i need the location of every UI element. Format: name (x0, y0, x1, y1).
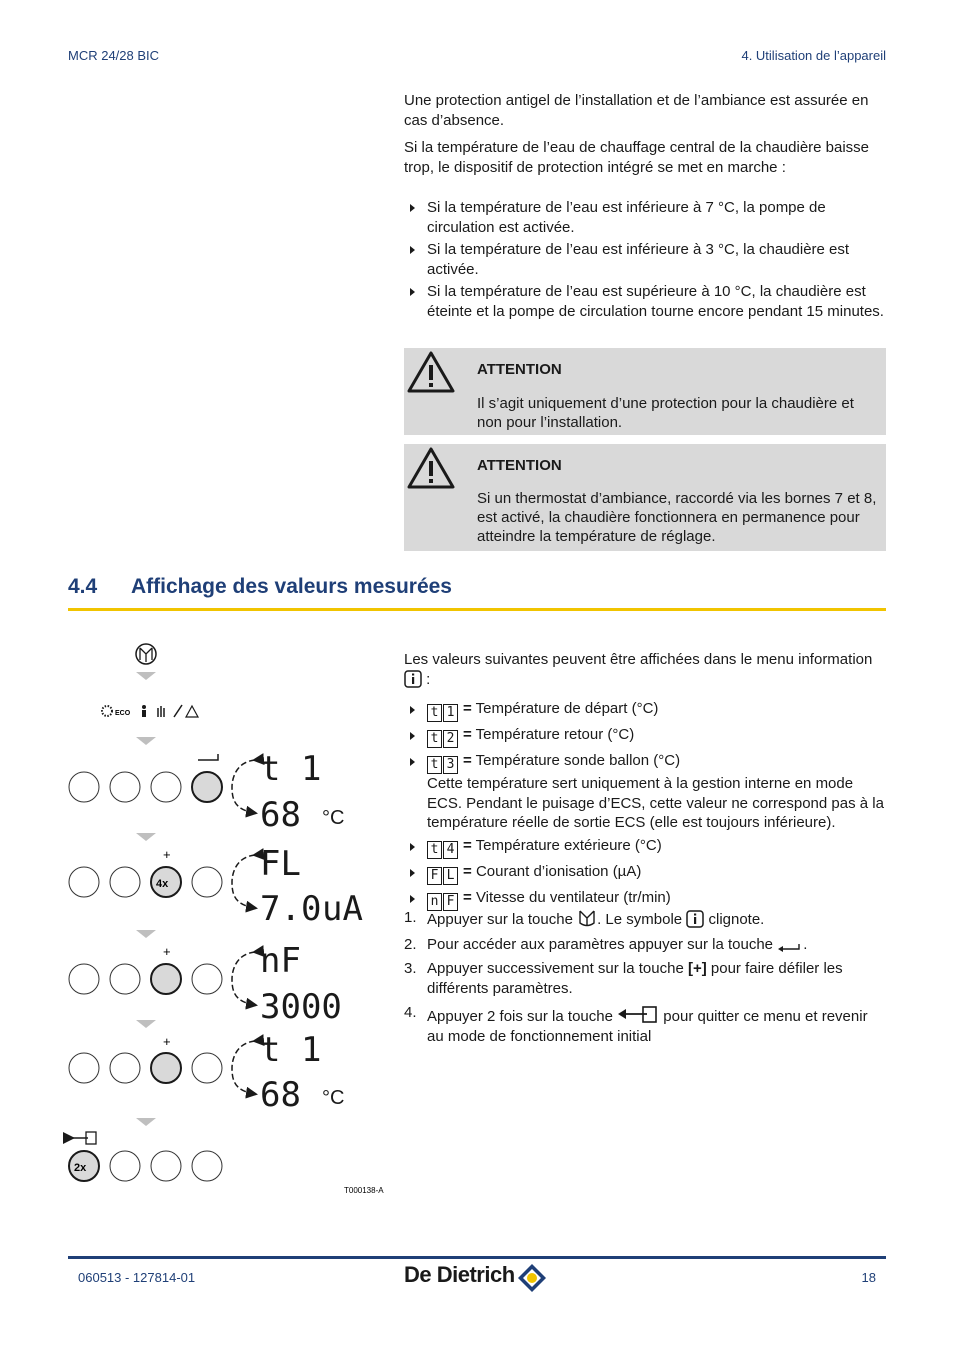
info-lead-end: : (426, 670, 431, 688)
status-symbols-row (102, 705, 198, 717)
enter-button (192, 772, 222, 802)
display-code: t 1 (260, 1030, 322, 1070)
panel-buttons-row-3 (69, 964, 222, 994)
list-item: t 2 = Température retour (°C) (404, 725, 888, 748)
bullet-item: Si la température de l’eau est supérieure à 10 °C, la chaudière est éteinte et la pompe de circulation tourne encore pendant 15 minutes. (404, 282, 888, 321)
segment-code: t 3 (427, 756, 459, 774)
step-item: 4. Appuyer 2 fois sur la touche pour quitter ce menu et revenir au mode de fonctionnement initial (404, 1004, 868, 1045)
section-title: Affichage des valeurs mesurées (131, 575, 452, 598)
info-intro (404, 650, 888, 689)
step-item: 1. Appuyer sur la touche . Le symbole clignote. (404, 909, 765, 928)
enter-key-icon (777, 939, 803, 953)
warning-text: Il s’agit uniquement d’une protection pour la chaudière et non pour l’installation. (477, 395, 854, 431)
info-icon (404, 670, 422, 688)
segment-code: n F (427, 893, 459, 911)
protection-bullets (404, 198, 888, 324)
info-button-icon (577, 908, 597, 928)
item-label: Température de départ (°C) (475, 700, 659, 717)
warning-title: ATTENTION (477, 457, 562, 474)
display-code: t 1 (260, 749, 322, 789)
intro-block (404, 91, 888, 177)
display-unit: uA (322, 889, 363, 929)
header-document-ref: MCR 24/28 BIC (68, 48, 160, 63)
panel-buttons-row-1 (69, 772, 222, 802)
intro-paragraph-2: Si la température de l’eau de chauffage central de la chaudière baisse trop, le dispositif de protection intégré se met en marche : (404, 139, 870, 176)
item-label: Courant d’ionisation (µA) (475, 862, 642, 880)
segment-code: F L (427, 867, 459, 885)
item-label: Température retour (°C) (475, 726, 635, 743)
display-value: 3000 (260, 987, 342, 1027)
display-value: 68 (260, 795, 301, 835)
warning-triangle-icon (406, 350, 456, 394)
exit-key-icon (72, 1132, 96, 1144)
info-lead-text: Les valeurs suivantes peuvent être affichées dans le menu information (404, 651, 873, 668)
section-heading (68, 572, 886, 611)
step-arrow-icon (136, 833, 156, 841)
segment-code: t 4 (427, 841, 459, 859)
plus-label: + (163, 944, 171, 959)
item-label: Température extérieure (°C) (475, 836, 662, 854)
item-label: Température sonde ballon (°C) (475, 752, 681, 769)
section-number: 4.4 (68, 575, 98, 598)
display-code: nF (260, 941, 301, 981)
plus-key-label: [+] (687, 960, 707, 977)
press-count-label: 4x (156, 878, 169, 890)
info-button-icon (136, 644, 156, 664)
exit-key-icon (617, 1003, 659, 1025)
plus-button (151, 1053, 181, 1083)
panel-buttons-row-5 (69, 1151, 222, 1181)
step-arrow-icon (136, 930, 156, 938)
step-item: 2. Pour accéder aux paramètres appuyer sur la touche . (404, 935, 808, 953)
person-icon (142, 710, 146, 717)
segment-code: t 2 (427, 730, 459, 748)
bullet-item: Si la température de l’eau est inférieure à 3 °C, la chaudière est activée. (404, 240, 888, 279)
display-unit: °C (322, 807, 345, 829)
brand-diamond-icon (516, 1262, 548, 1294)
plus-button (151, 964, 181, 994)
enter-key-icon (198, 754, 218, 760)
info-icon (686, 910, 704, 928)
step-arrow-icon (136, 737, 156, 745)
plus-label: + (163, 847, 171, 862)
intro-paragraph-1: Une protection antigel de l’installation et de l’ambiance est assurée en cas d’absence. (404, 92, 869, 129)
hand-icon (158, 706, 164, 717)
item-label: Vitesse du ventilateur (tr/min) (475, 888, 671, 906)
list-item: F L = Courant d’ionisation (µA) (404, 862, 888, 885)
wrench-icon (174, 705, 182, 717)
warning-box-2 (404, 444, 886, 551)
bullet-item: Si la température de l’eau est inférieure à 7 °C, la pompe de circulation est activée. (404, 198, 888, 237)
plus-label: + (163, 1034, 171, 1049)
step-item: 3. Appuyer successivement sur la touche [+] pour faire défiler les différents paramètres. (404, 960, 843, 997)
display-code: FL (260, 844, 301, 884)
segment-code: t 1 (427, 704, 459, 722)
warning-triangle-icon (406, 446, 456, 490)
list-item: t 4 = Température extérieure (°C) (404, 836, 888, 859)
display-value: 7.0 (260, 889, 322, 929)
page-number: 18 (861, 1270, 876, 1285)
press-count-label: 2x (74, 1162, 87, 1174)
warning-text: Si un thermostat d’ambiance, raccordé via les bornes 7 et 8, est activé, la chaudière fonctionnera en permanence pour atteindre la température de réglage. (477, 490, 877, 545)
panel-buttons-row-4 (69, 1053, 222, 1083)
sun-blink-icon (102, 706, 112, 716)
step-arrow-icon (136, 1020, 156, 1028)
list-item: t 3 = Température sonde ballon (°C) Cette température sert uniquement à la gestion interne en mode ECS. Pendant le puisage d’ECS, cette valeur ne correspond pas à la température réelle de sortie ECS (elle est toujours inférieure). (404, 751, 888, 833)
warning-title: ATTENTION (477, 361, 562, 378)
warning-box-1 (404, 348, 886, 435)
list-item: n F = Vitesse du ventilateur (tr/min) (404, 888, 888, 911)
eco-label: ECO (115, 710, 131, 717)
footer-rule (68, 1256, 886, 1259)
brand-logo-text: De Dietrich (404, 1262, 515, 1287)
display-value: 68 (260, 1075, 301, 1115)
list-item: t 1 = Température de départ (°C) (404, 699, 888, 722)
info-values-list (404, 699, 888, 914)
item-note: Cette température sert uniquement à la gestion interne en mode ECS. Pendant le puisage d’ECS, cette valeur ne correspond pas à la température réelle de sortie ECS (elle est toujours inférieure). (427, 775, 884, 831)
step-arrow-icon (136, 672, 156, 680)
footer-document-code: 060513 - 127814-01 (78, 1270, 196, 1285)
figure-reference: T000138-A (344, 1186, 384, 1195)
header-chapter: 4. Utilisation de l’appareil (741, 48, 886, 63)
step-arrow-icon (136, 1118, 156, 1126)
alert-icon (186, 706, 198, 717)
display-unit: °C (322, 1087, 345, 1109)
control-panel-diagram (60, 630, 400, 1200)
steps-list (404, 908, 888, 1051)
panel-buttons-row-2 (69, 867, 222, 897)
